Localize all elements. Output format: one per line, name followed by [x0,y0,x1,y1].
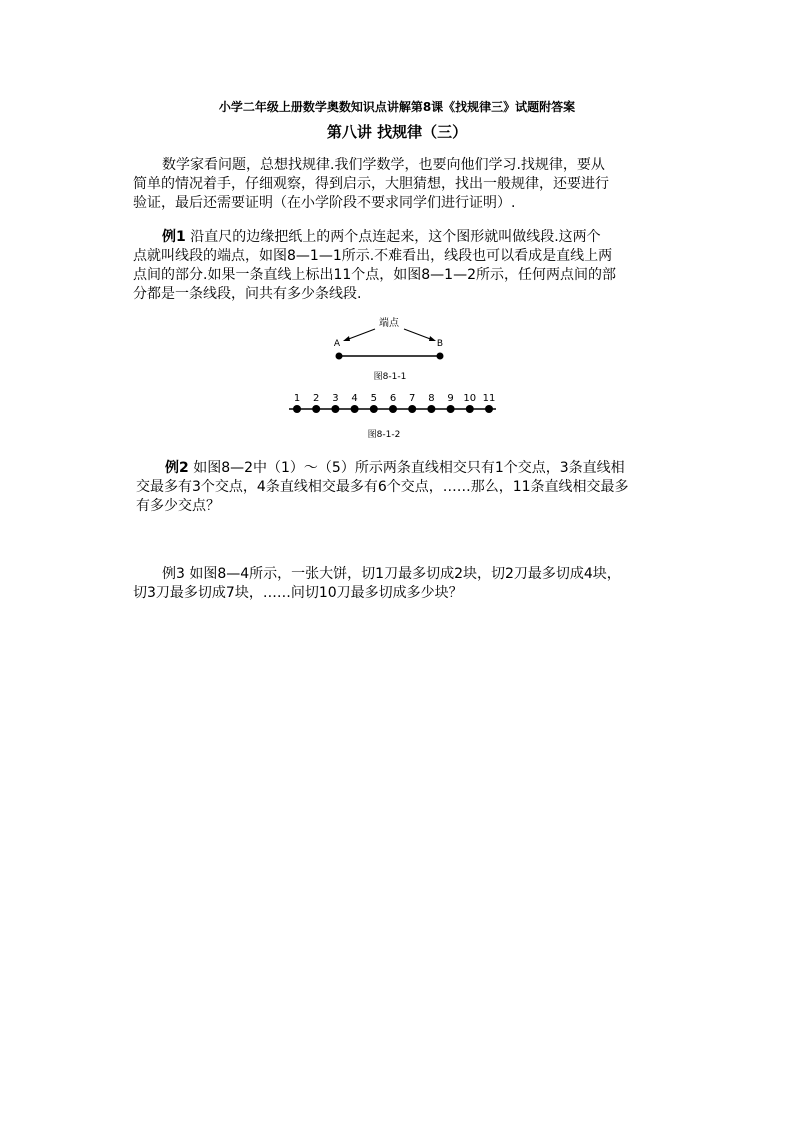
point-1 [293,405,301,413]
point-11 [485,405,493,413]
point-a-label: A [333,339,341,349]
point-10 [466,405,474,413]
example-1-label: 例1 [162,229,186,245]
point-9 [447,405,455,413]
point-label-6: 6 [389,393,397,404]
example-1-line-1: 例1 沿直尺的边缘把纸上的两个点连起来，这个图形就叫做线段.这两个 [162,229,601,245]
document-header: 小学二年级上册数学奥数知识点讲解第8课《找规律三》试题附答案 [218,100,576,114]
example-1-line-3: 点间的部分.如果一条直线上标出11个点，如图8—1—2所示，任何两点间的部 [133,267,616,283]
intro-line-1: 数学家看问题，总想找规律.我们学数学，也要向他们学习.找规律，要从 [162,157,605,173]
point-3 [331,405,339,413]
point-label-5: 5 [370,393,377,404]
intro-line-2: 简单的情况着手，仔细观察，得到启示，大胆猜想，找出一般规律，还要进行 [133,176,609,192]
endpoint-label: 端点 [379,318,399,329]
example-1-line-2: 点就叫线段的端点，如图8—1—1所示.不难看出，线段也可以看成是直线上两 [133,248,613,264]
example-2-line-3: 有多少交点？ [136,498,220,514]
example-2-label: 例2 [165,460,189,476]
point-8 [427,405,435,413]
example-3-line-1: 例3 如图8—4所示，一张大饼，切1刀最多切成2块，切2刀最多切成4块， [162,566,621,582]
point-label-10: 10 [463,393,477,404]
point-label-4: 4 [351,393,358,404]
point-b [437,353,444,360]
lecture-title: 第八讲 找规律（三） [326,123,468,141]
point-2 [312,405,320,413]
point-label-1: 1 [293,393,301,404]
point-5 [370,405,378,413]
example-3-line-2: 切3刀最多切成7块，……问切10刀最多切成多少块？ [133,585,463,601]
arrow-right-head [429,336,436,341]
figure-8-1-1 [334,316,444,382]
figure-8-1-1-caption: 图8-1-1 [373,372,407,382]
point-label-8: 8 [428,393,435,404]
point-b-label: B [436,339,444,349]
point-label-3: 3 [332,393,339,404]
point-6 [389,405,397,413]
point-7 [408,405,416,413]
point-label-2: 2 [313,393,320,404]
point-label-7: 7 [409,393,416,404]
figure-8-1-2 [289,393,496,440]
example-2-line-2: 交最多有3个交点，4条直线相交最多有6个交点，……那么，11条直线相交最多 [136,479,629,495]
arrow-left-line [346,329,375,340]
point-4 [351,405,359,413]
figure-8-1-2-caption: 图8-1-2 [367,430,401,440]
intro-line-3: 验证，最后还需要证明（在小学阶段不要求同学们进行证明）. [133,195,516,211]
example-2-line-1: 例2 如图8—2中（1）～（5）所示两条直线相交只有1个交点，3条直线相 [165,460,625,476]
example-1-line-4: 分都是一条线段，问共有多少条线段. [133,286,362,302]
point-label-11: 11 [482,393,496,404]
point-label-9: 9 [447,393,454,404]
example-2-paragraph [136,459,692,516]
arrow-right-line [404,329,433,340]
arrow-left-head [343,336,350,341]
example-3-paragraph [133,565,673,603]
point-a [336,353,343,360]
